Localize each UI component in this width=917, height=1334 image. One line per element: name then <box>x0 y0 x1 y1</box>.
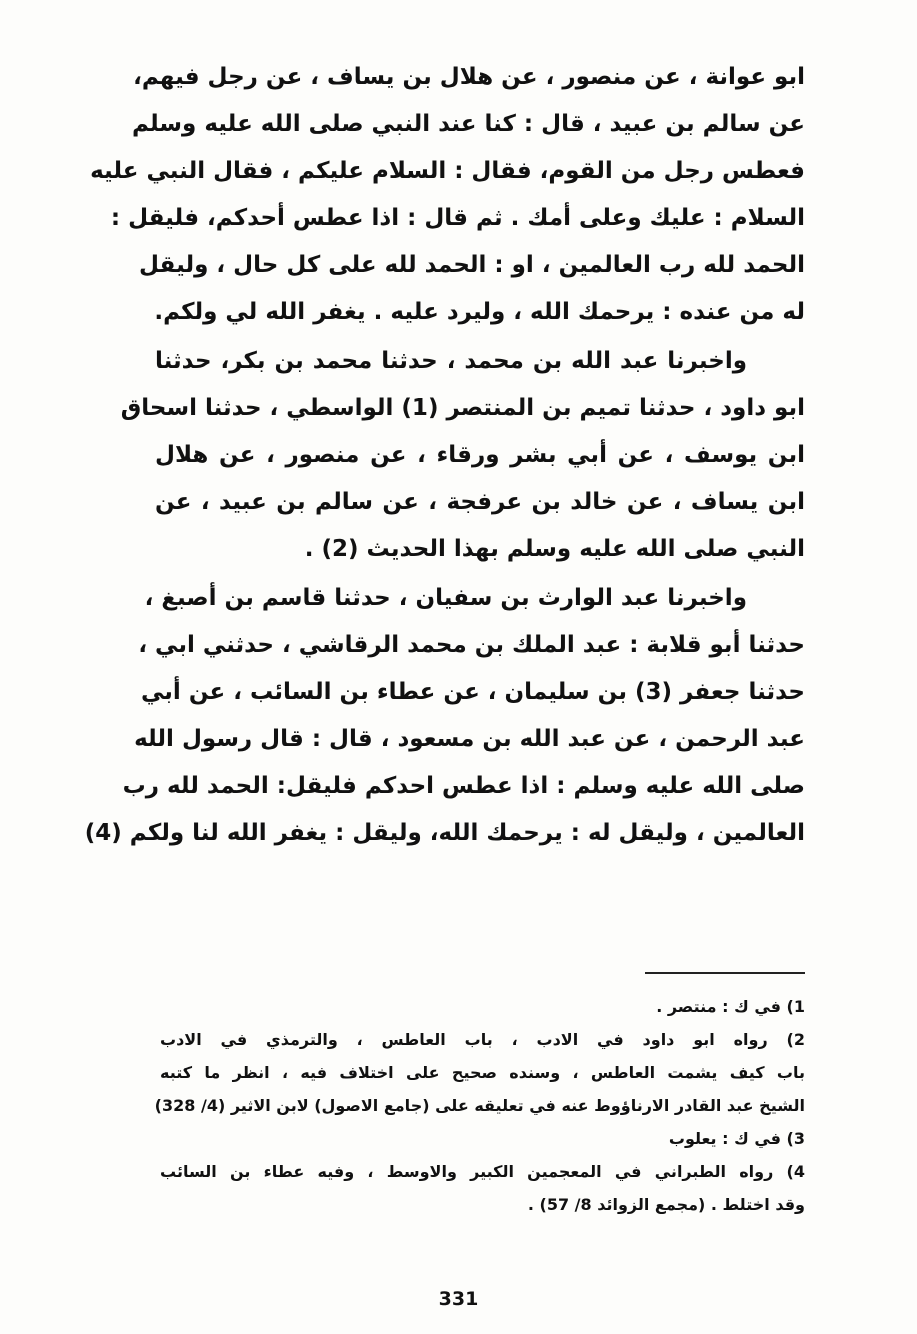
footnote-2 <box>154 1023 805 1122</box>
footnote-1 <box>160 990 805 1023</box>
footnote-4 <box>160 1155 805 1221</box>
text-line: ابن يساف ، عن خالد بن عرفجة ، عن سالم بن عبيد ، عن <box>155 489 805 515</box>
text-line: واخبرنا عبد الله بن محمد ، حدثنا محمد بن بكر، حدثنا <box>155 348 747 374</box>
text-line: عبد الرحمن ، عن عبد الله بن مسعود ، قال : قال رسول الله <box>134 726 805 752</box>
text-line: السلام : عليك وعلى أمك . ثم قال : اذا عطس أحدكم، فليقل : <box>110 205 805 231</box>
text-line: واخبرنا عبد الوارث بن سفيان ، حدثنا قاسم بن أصبغ ، <box>144 585 747 611</box>
page-number: 331 <box>438 1288 479 1310</box>
text-line: ابو داود ، حدثنا تميم بن المنتصر (1) الواسطي ، حدثنا اسحاق <box>120 395 805 421</box>
footnote-line: وقد اختلط . (مجمع الزوائد 8/ 57) . <box>527 1195 805 1214</box>
text-line: حدثنا جعفر (3) بن سليمان ، عن عطاء بن السائب ، عن أبي <box>141 679 805 705</box>
footnote-separator <box>645 972 805 974</box>
text-line: له من عنده : يرحمك الله ، وليرد عليه . يغفر الله لي ولكم. <box>154 299 805 325</box>
paragraph-1 <box>90 54 805 336</box>
text-line: حدثنا أبو قلابة : عبد الملك بن محمد الرقاشي ، حدثني ابي ، <box>138 632 805 658</box>
main-text <box>84 54 805 857</box>
footnote-line: الشيخ عبد القادر الارناؤوط عنه في تعليقه على (جامع الاصول) لابن الاثير (4/ 328) <box>154 1096 805 1115</box>
paragraph-2 <box>120 338 805 573</box>
footnote-line: 1) في ك : منتصر . <box>656 997 805 1016</box>
text-line: ابو عوانة ، عن منصور ، عن هلال بن يساف ، عن رجل فيهم، <box>133 64 805 90</box>
text-line: فعطس رجل من القوم، فقال : السلام عليكم ، فقال النبي عليه <box>90 158 805 184</box>
footnotes <box>154 990 805 1221</box>
footnote-line: 3) في ك : يعلوب <box>668 1129 805 1148</box>
paragraph-3 <box>84 575 805 857</box>
footnote-line: باب كيف يشمت العاطس ، وسنده صحيح على اختلاف فيه ، انظر ما كتبه <box>160 1063 805 1082</box>
footnote-3 <box>160 1122 805 1155</box>
text-line: الحمد لله رب العالمين ، او : الحمد لله على كل حال ، وليقل <box>139 252 805 278</box>
text-line: ابن يوسف ، عن أبي بشر ورقاء ، عن منصور ، عن هلال <box>155 442 805 468</box>
text-line: النبي صلى الله عليه وسلم بهذا الحديث (2) . <box>304 536 805 562</box>
text-line: صلى الله عليه وسلم : اذا عطس احدكم فليقل: الحمد لله رب <box>122 773 805 799</box>
footnote-line: 4) رواه الطبراني في المعجمين الكبير والاوسط ، وفيه عطاء بن السائب <box>160 1162 805 1181</box>
text-line: العالمين ، وليقل له : يرحمك الله، وليقل : يغفر الله لنا ولكم (4) <box>84 820 805 846</box>
text-line: عن سالم بن عبيد ، قال : كنا عند النبي صلى الله عليه وسلم <box>132 111 805 137</box>
footnote-line: 2) رواه ابو داود في الادب ، باب العاطس ، والترمذي في الادب <box>160 1030 805 1049</box>
